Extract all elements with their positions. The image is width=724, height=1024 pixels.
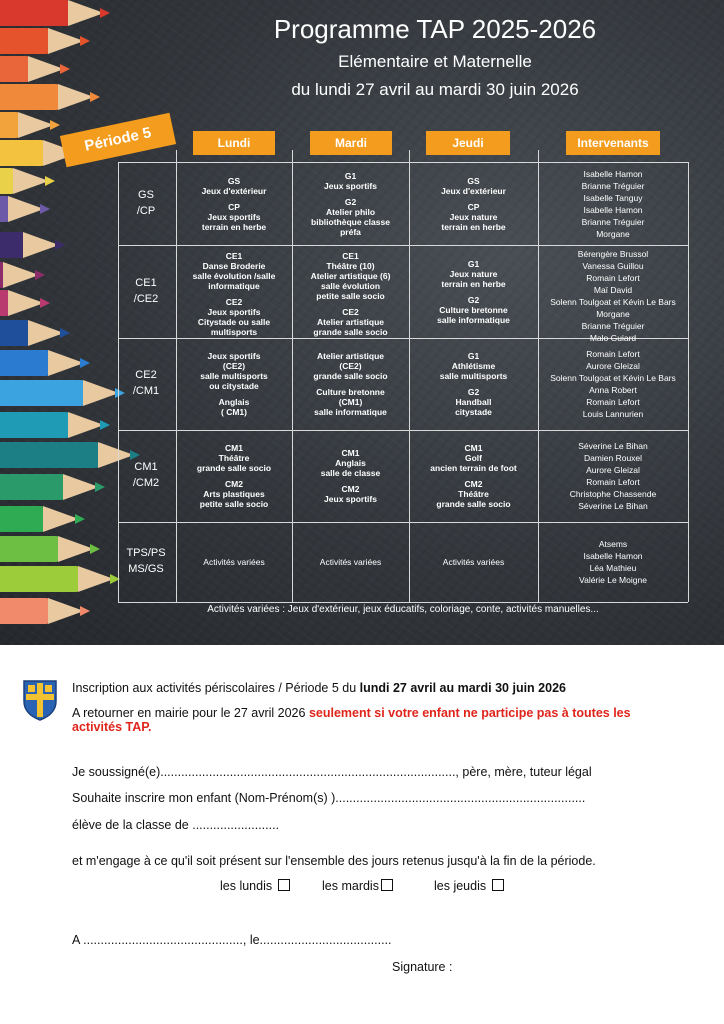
activity-line: salle informatique <box>437 314 510 325</box>
row-label-line: CM1 <box>134 461 158 473</box>
cell-jeudi <box>409 259 538 331</box>
intervenants-list <box>538 538 688 586</box>
activity-line: Danse Broderie <box>202 261 266 271</box>
poster-dates: du lundi 27 avril au mardi 30 juin 2026 <box>291 80 579 99</box>
activity-line: G2 <box>467 387 480 397</box>
activity-line: Golf <box>465 453 482 463</box>
grid-line <box>118 602 688 603</box>
intervenant-name: Solenn Toulgoat et Kévin Le Bars <box>550 373 676 383</box>
intervenant-name: Isabelle Tanguy <box>583 192 643 203</box>
row-label-line: GS <box>138 188 154 201</box>
intervenant-name: Morgane <box>596 228 630 239</box>
activity-line: Arts plastiques <box>203 489 265 499</box>
activity-line: Athlétisme <box>451 361 496 371</box>
activity-line: Théâtre <box>218 453 250 463</box>
activity-line: Jeux nature <box>449 268 498 279</box>
activity-line: salle évolution <box>320 281 381 291</box>
pencil-decoration <box>0 350 50 376</box>
activity-line: CM1 <box>464 443 483 453</box>
intervenant-name: Solenn Toulgoat et Kévin Le Bars <box>550 297 676 307</box>
activity-line: Atelier artistique (6) <box>310 271 391 281</box>
activity-block <box>409 443 538 473</box>
activity-line: salle multisports <box>439 371 508 381</box>
pencil-decoration <box>0 320 30 346</box>
intervenant-name: Atsems <box>598 539 628 549</box>
pencil-decoration <box>0 474 65 500</box>
activity-block <box>176 443 292 473</box>
activity-line: Activités variées <box>442 557 505 567</box>
grid-line <box>118 430 688 431</box>
grid-line <box>118 245 688 246</box>
signature-label: Signature : <box>392 960 453 974</box>
pencil-decoration <box>0 0 70 26</box>
activity-block <box>409 295 538 325</box>
activity-line: Handball <box>455 397 492 407</box>
cell-mardi <box>292 171 409 243</box>
row-label-line: TPS/PS <box>126 547 166 559</box>
activity-line: citystade <box>455 407 492 417</box>
activity-line: CM2 <box>341 484 360 494</box>
pencil-decoration <box>0 140 45 166</box>
intervenant-name: Christophe Chassende <box>569 489 657 499</box>
row-label <box>118 545 174 577</box>
activity-block <box>292 351 409 381</box>
activity-line: terrain en herbe <box>441 221 506 232</box>
activity-line: G1 <box>467 351 480 361</box>
activity-line: informatique <box>208 281 260 291</box>
activity-line: G1 <box>467 258 480 269</box>
pencil-decoration <box>0 506 45 532</box>
pencil-decoration <box>0 168 15 194</box>
pencil-decoration <box>0 28 50 54</box>
activity-block <box>292 307 409 337</box>
activity-line: multisports <box>210 327 258 337</box>
pencil-decoration <box>0 566 80 592</box>
activites-footnote: Activités variées : Jeux d'extérieur, jeux éducatifs, coloriage, conte, activités manuelles... <box>207 604 599 615</box>
intervenant-name: Bérengère Brussol <box>577 249 649 259</box>
activity-line: (CM1) <box>338 397 363 407</box>
pencil-decoration <box>0 112 20 138</box>
activity-line: salle informatique <box>314 407 387 417</box>
activity-line: Activités variées <box>319 557 382 567</box>
period-badge: Période 5 <box>60 113 176 168</box>
activity-block <box>409 387 538 417</box>
activity-block <box>292 448 409 478</box>
header-mardi: Mardi <box>310 131 392 155</box>
intervenants-list <box>538 248 688 344</box>
activity-block <box>409 202 538 232</box>
activity-line: Jeux sportifs <box>324 494 377 504</box>
activity-block <box>292 171 409 191</box>
activity-line: Culture bretonne <box>439 304 508 315</box>
activity-line: Culture bretonne <box>316 387 385 397</box>
cell-jeudi <box>409 351 538 423</box>
activity-line: ( CM1) <box>221 407 247 417</box>
intervenant-name: Romain Lefort <box>586 477 640 487</box>
intervenant-name: Vanessa Guillou <box>582 261 644 271</box>
activity-line: CE2 <box>225 297 243 307</box>
pencil-decoration <box>0 262 5 288</box>
cell-lundi <box>176 176 292 238</box>
place-date-field[interactable]: A .............................................., le...................................... <box>72 933 392 947</box>
engagement-text: et m'engage à ce qu'il soit présent sur l'ensemble des jours retenus jusqu'à la fin de la période. <box>72 854 596 868</box>
activity-line: Anglais <box>218 397 250 407</box>
registration-form <box>0 645 724 1024</box>
intervenant-name: Séverine Le Bihan <box>578 441 648 451</box>
inscription-line: Inscription aux activités périscolaires / Période 5 du lundi 27 avril au mardi 30 juin 2026 <box>72 681 566 695</box>
activity-line: CM1 <box>225 443 243 453</box>
intervenant-name: Séverine Le Bihan <box>578 501 648 511</box>
activity-block <box>292 251 409 301</box>
intervenant-name: Isabelle Hamon <box>583 168 643 179</box>
activity-line: grande salle socio <box>436 499 511 509</box>
pencil-decoration <box>0 290 10 316</box>
row-label-line: /CE2 <box>133 292 159 305</box>
pencil-decoration <box>0 598 50 624</box>
activity-line: salle de classe <box>320 468 381 478</box>
activity-line: terrain en herbe <box>201 221 267 232</box>
activity-line: ou citystade <box>209 381 259 391</box>
activity-block <box>409 176 538 196</box>
activity-line: Atelier artistique <box>316 351 385 361</box>
intervenant-name: Romain Lefort <box>586 273 640 283</box>
row-label-line: /CM2 <box>132 477 160 489</box>
activity-block <box>409 557 538 567</box>
activity-line: grande salle socio <box>313 327 388 337</box>
checkbox-jeudis[interactable]: les jeudis <box>434 879 504 893</box>
row-label-line: CE1 <box>135 276 157 289</box>
checkbox-icon[interactable] <box>278 879 290 891</box>
activity-block <box>292 557 409 567</box>
activity-block <box>409 351 538 381</box>
row-label-line: /CM1 <box>132 385 160 397</box>
activity-line: Atelier philo <box>325 206 376 217</box>
activity-block <box>292 387 409 417</box>
activity-line: grande salle socio <box>313 371 388 381</box>
activity-line: G2 <box>467 294 480 305</box>
row-label-line: CE2 <box>135 369 157 381</box>
activity-line: petite salle socio <box>199 499 269 509</box>
cell-mardi <box>292 251 409 343</box>
row-label <box>118 275 174 307</box>
pencil-decoration <box>0 84 60 110</box>
pencil-decoration <box>0 536 60 562</box>
activity-block <box>176 557 292 567</box>
pencil-decoration <box>0 232 25 258</box>
activity-line: CM2 <box>225 479 243 489</box>
intervenants-list <box>538 348 688 420</box>
activity-block <box>176 297 292 337</box>
activity-block <box>176 397 292 417</box>
return-instruction: A retourner en mairie pour le 27 avril 2026 seulement si votre enfant ne participe pas à toutes les <box>72 706 631 720</box>
activity-block <box>176 176 292 196</box>
activity-line: Jeux sportifs <box>207 307 261 317</box>
checkbox-icon[interactable] <box>492 879 504 891</box>
activity-line: (CE2) <box>222 361 246 371</box>
pencil-decoration <box>0 442 100 468</box>
activity-block <box>176 479 292 509</box>
activity-line: salle évolution /salle <box>192 271 276 281</box>
activity-line: CE1 <box>342 251 359 261</box>
pencil-decoration <box>0 56 30 82</box>
activity-line: CM2 <box>464 479 483 489</box>
activity-line: G1 <box>344 170 357 181</box>
cell-lundi <box>176 557 292 573</box>
activity-line: Jeux nature <box>449 211 498 222</box>
cell-lundi <box>176 443 292 515</box>
activity-line: CM1 <box>341 448 360 458</box>
activity-line: (CE2) <box>339 361 362 371</box>
activity-block <box>292 484 409 504</box>
row-label-line: MS/GS <box>128 563 164 575</box>
intervenant-name: Louis Lannurien <box>582 409 644 419</box>
activity-line: Jeux sportifs <box>207 211 261 222</box>
poster-title: Programme TAP 2025-2026 <box>273 14 597 44</box>
cell-jeudi <box>409 443 538 515</box>
intervenants-list <box>538 168 688 240</box>
checkbox-icon[interactable] <box>381 879 393 891</box>
activity-line: Citystade ou salle <box>197 317 271 327</box>
header-jeudi: Jeudi <box>426 131 510 155</box>
activity-line: Jeux d'extérieur <box>201 185 267 196</box>
activity-block <box>176 351 292 391</box>
intervenant-name: Anna Robert <box>589 385 637 395</box>
row-label <box>118 367 174 399</box>
intervenant-name: Aurore Gleizal <box>586 361 640 371</box>
intervenant-name: Isabelle Hamon <box>583 204 643 215</box>
activity-line: CE2 <box>342 307 359 317</box>
cell-mardi <box>292 351 409 423</box>
intervenant-name: Valérie Le Moigne <box>579 575 647 585</box>
intervenant-name: Léa Mathieu <box>589 563 637 573</box>
header-lundi: Lundi <box>193 131 275 155</box>
row-label <box>118 187 174 219</box>
activity-line: salle multisports <box>200 371 268 381</box>
activity-line: Théâtre (10) <box>326 261 375 271</box>
return-instruction-cont: activités TAP. <box>72 720 152 734</box>
pencil-decoration <box>0 380 85 406</box>
activity-line: GS <box>227 175 241 186</box>
activity-block <box>292 197 409 237</box>
activity-line: CP <box>228 201 240 212</box>
activity-line: ancien terrain de foot <box>430 463 517 473</box>
intervenant-name: Romain Lefort <box>586 397 640 407</box>
intervenant-name: Romain Lefort <box>586 349 640 359</box>
row-label-line: /CP <box>136 204 156 217</box>
activity-line: G2 <box>344 196 357 207</box>
grid-line <box>688 162 689 602</box>
poster-subtitle: Elémentaire et Maternelle <box>338 52 532 71</box>
grid-line <box>118 522 688 523</box>
activity-line: Activités variées <box>203 557 265 567</box>
activity-line: terrain en herbe <box>441 278 506 289</box>
child-name-field[interactable]: Souhaite inscrire mon enfant (Nom-Prénom(s) )........................................................................ <box>72 791 586 805</box>
activity-block <box>409 259 538 289</box>
header-intervenants: Intervenants <box>566 131 660 155</box>
checkbox-lundis[interactable]: les lundis <box>220 879 290 893</box>
activity-block <box>176 202 292 232</box>
pencil-decoration <box>0 412 70 438</box>
grid-line <box>118 162 688 163</box>
intervenant-name: Malo Guiard <box>589 333 637 343</box>
town-crest-icon <box>22 679 58 721</box>
activity-line: petite salle socio <box>316 291 385 301</box>
activity-line: Jeux sportifs <box>324 180 377 191</box>
intervenant-name: Damien Rouxel <box>583 453 643 463</box>
intervenant-name: Brianne Tréguier <box>581 180 645 191</box>
activity-line: Jeux sportifs <box>207 351 261 361</box>
activity-line: GS <box>467 175 480 186</box>
activity-line: grande salle socio <box>196 463 272 473</box>
cell-mardi <box>292 557 409 573</box>
intervenant-name: Brianne Tréguier <box>581 321 645 331</box>
activity-line: CE1 <box>225 251 243 261</box>
activity-line: Théâtre <box>458 489 489 499</box>
soussigne-field[interactable]: Je soussigné(e)....................................................................................., père, mère, tuteur légal <box>72 765 592 779</box>
intervenant-name: Brianne Tréguier <box>581 216 645 227</box>
pencil-decoration <box>0 196 10 222</box>
activity-line: préfa <box>340 226 361 237</box>
classe-field[interactable]: élève de la classe de ......................... <box>72 818 280 832</box>
activity-line: Atelier artistique <box>316 317 385 327</box>
row-label <box>118 459 174 491</box>
activity-line: Anglais <box>335 458 366 468</box>
cell-mardi <box>292 448 409 510</box>
activity-line: Jeux d'extérieur <box>441 185 506 196</box>
intervenants-list <box>538 440 688 512</box>
cell-lundi <box>176 251 292 343</box>
activity-block <box>409 479 538 509</box>
checkbox-mardis[interactable]: les mardis <box>322 879 393 893</box>
cell-jeudi <box>409 176 538 238</box>
cell-jeudi <box>409 557 538 573</box>
intervenant-name: Isabelle Hamon <box>583 551 643 561</box>
cell-lundi <box>176 351 292 423</box>
intervenant-name: Aurore Gleizal <box>586 465 640 475</box>
intervenant-name: Maï David <box>593 285 633 295</box>
activity-line: bibliothèque classe <box>311 216 390 227</box>
intervenant-name: Morgane <box>596 309 630 319</box>
activity-line: CP <box>467 201 480 212</box>
activity-block <box>176 251 292 291</box>
